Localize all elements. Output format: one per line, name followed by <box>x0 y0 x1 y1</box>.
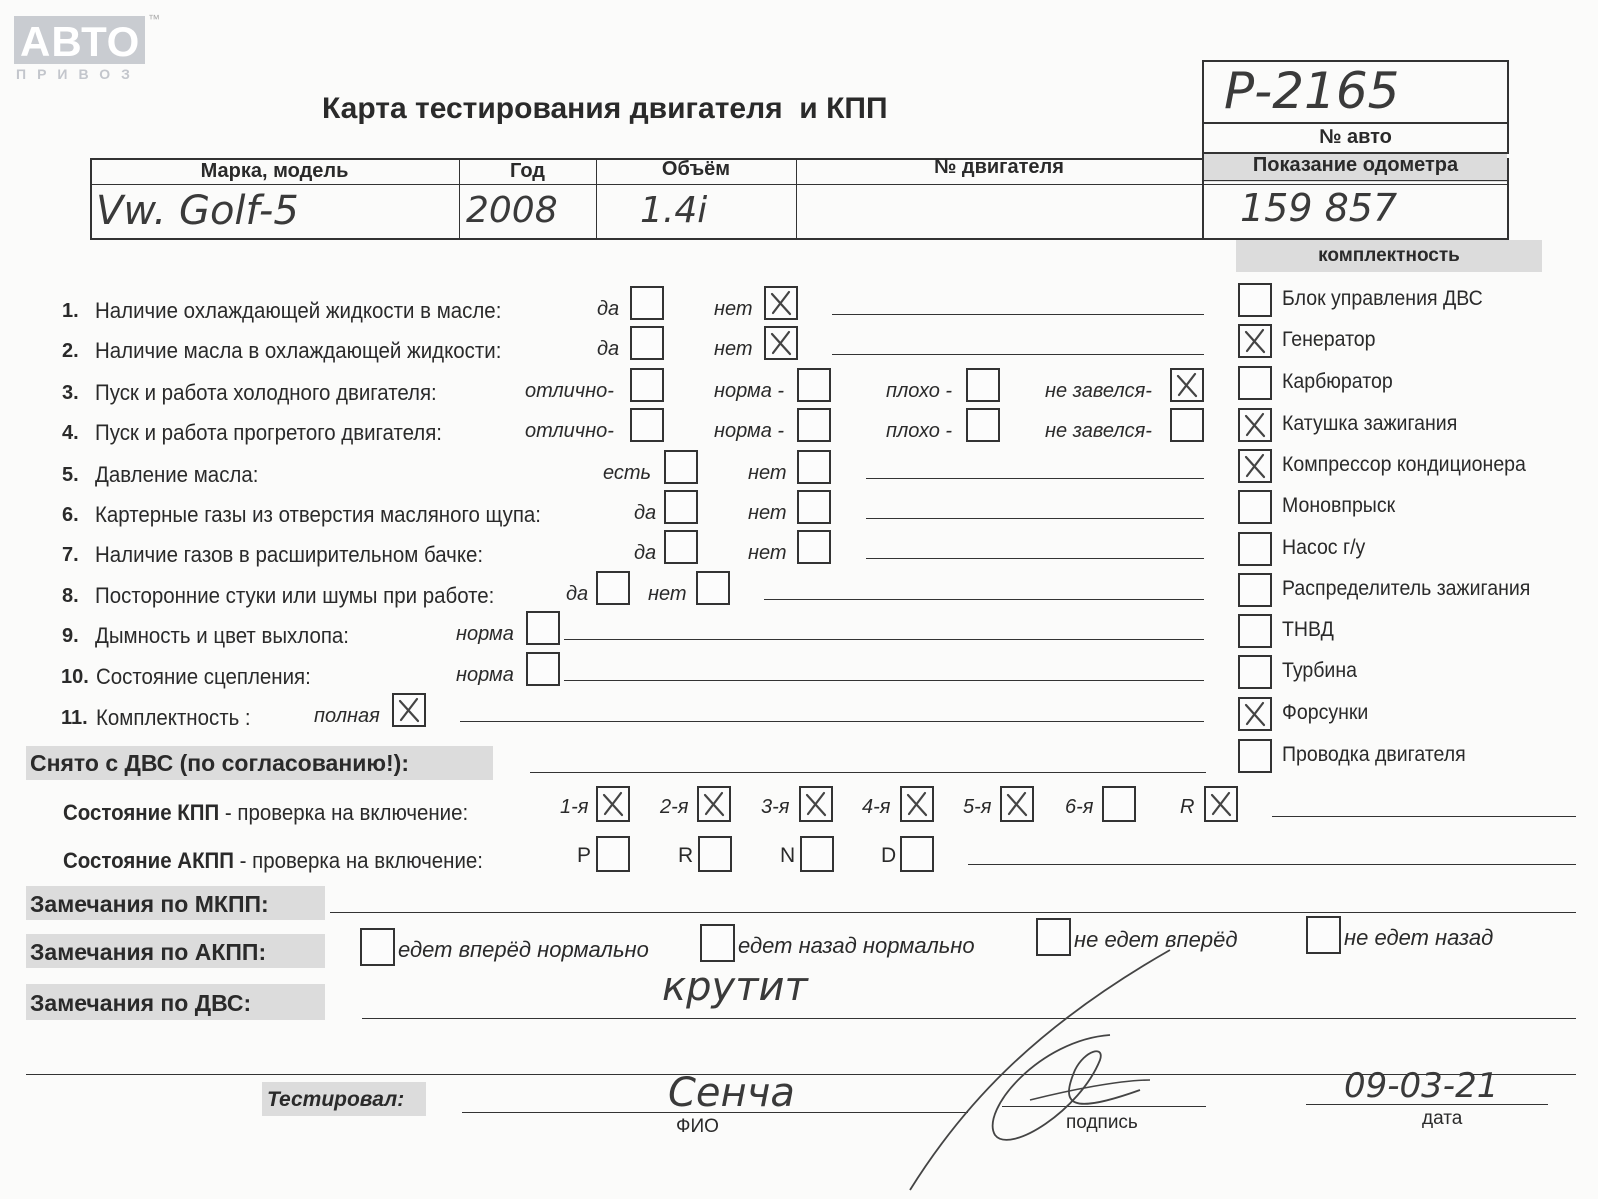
item-number: 1. <box>62 300 79 322</box>
item-option-label: не завелся- <box>1045 420 1152 442</box>
kit-item-label: Турбина <box>1282 659 1357 682</box>
item-option-checkbox[interactable] <box>664 490 698 524</box>
item-option-checkbox[interactable] <box>797 530 831 564</box>
item-text: Состояние сцепления: <box>96 664 311 689</box>
kit-item-label: Катушка зажигания <box>1282 412 1458 435</box>
item-option-checkbox[interactable] <box>526 652 560 686</box>
akpp-mode-checkbox[interactable] <box>596 836 630 872</box>
item-option-label: да <box>597 338 620 360</box>
akpp-mode-label: D <box>881 844 897 867</box>
kit-checkbox[interactable] <box>1238 283 1272 317</box>
kit-item-label: ТНВД <box>1282 618 1334 641</box>
item-option-checkbox[interactable] <box>764 286 798 320</box>
item-comment-line <box>460 721 1204 722</box>
item-number: 3. <box>62 382 79 404</box>
item-comment-line <box>764 599 1204 600</box>
item-number: 10. <box>61 666 89 688</box>
item-option-checkbox[interactable] <box>392 693 426 727</box>
item-option-label: норма <box>456 664 514 686</box>
stock-number-label: № авто <box>1319 126 1392 148</box>
akpp-remark-label: не едет назад <box>1344 925 1494 950</box>
gear-label: 5-я <box>963 796 992 818</box>
item-number: 4. <box>62 422 79 444</box>
kit-checkbox[interactable] <box>1238 573 1272 607</box>
item-option-label: нет <box>714 338 753 360</box>
item-comment-line <box>866 518 1204 519</box>
item-comment-line <box>866 558 1204 559</box>
gear-checkbox[interactable] <box>697 786 731 822</box>
akpp-mode-checkbox[interactable] <box>800 836 834 872</box>
item-option-label: не завелся- <box>1045 380 1152 402</box>
item-text: Дымность и цвет выхлопа: <box>95 623 349 648</box>
item-option-checkbox[interactable] <box>696 571 730 605</box>
item-option-label: нет <box>648 583 687 605</box>
akpp-mode-label: N <box>780 844 796 867</box>
item-option-label: да <box>634 542 657 564</box>
dvs-remarks-value: крутит <box>662 964 808 1010</box>
item-option-checkbox[interactable] <box>797 490 831 524</box>
item-option-checkbox[interactable] <box>596 571 630 605</box>
kit-item-label: Блок управления ДВС <box>1282 287 1483 310</box>
item-number: 9. <box>62 625 79 647</box>
item-option-label: норма <box>456 623 514 645</box>
item-option-checkbox[interactable] <box>526 611 560 645</box>
item-comment-line <box>564 680 1204 681</box>
item-option-checkbox[interactable] <box>630 286 664 320</box>
date-value: 09-03-21 <box>1344 1066 1499 1106</box>
gear-checkbox[interactable] <box>1102 786 1136 822</box>
gear-label: 4-я <box>862 796 891 818</box>
tester-name-value: Сенча <box>668 1070 795 1116</box>
page-title: Карта тестирования двигателя и КПП <box>322 92 888 125</box>
kit-checkbox[interactable] <box>1238 366 1272 400</box>
year-value: 2008 <box>466 190 558 231</box>
item-option-label: нет <box>714 298 753 320</box>
akpp-remark-checkbox[interactable] <box>700 924 735 962</box>
item-option-label: плохо - <box>886 420 953 442</box>
gear-checkbox[interactable] <box>900 786 934 822</box>
akpp-remark-checkbox[interactable] <box>360 928 395 966</box>
kit-checkbox[interactable] <box>1238 490 1272 524</box>
gear-label: 1-я <box>560 796 589 818</box>
akpp-remark-label: не едет вперёд <box>1074 927 1238 952</box>
item-option-label: нет <box>748 542 787 564</box>
akpp-remark-checkbox[interactable] <box>1306 916 1341 954</box>
item-text: Наличие охлаждающей жидкости в масле: <box>95 298 502 323</box>
akpp-mode-checkbox[interactable] <box>900 836 934 872</box>
item-option-label: нет <box>748 462 787 484</box>
item-option-checkbox[interactable] <box>630 368 664 402</box>
item-option-label: плохо - <box>886 380 953 402</box>
item-option-checkbox[interactable] <box>797 408 831 442</box>
kit-item-label: Моновпрыск <box>1282 494 1396 517</box>
akpp-mode-label: R <box>678 844 694 867</box>
kit-item-label: Насос г/у <box>1282 536 1366 559</box>
gear-label: R <box>1180 796 1195 818</box>
item-option-checkbox[interactable] <box>630 408 664 442</box>
item-option-label: отлично- <box>525 380 614 402</box>
akpp-remark-label: едет вперёд нормально <box>398 937 649 962</box>
gear-label: 6-я <box>1065 796 1094 818</box>
logo-text: АВТО <box>20 18 141 65</box>
brand-header: Марка, модель <box>200 160 349 182</box>
logo-tm: ™ <box>148 12 160 26</box>
item-option-checkbox[interactable] <box>630 326 664 360</box>
kit-checkbox[interactable] <box>1238 739 1272 773</box>
item-comment-line <box>832 354 1204 355</box>
gear-checkbox[interactable] <box>799 786 833 822</box>
name-caption: ФИО <box>676 1116 719 1137</box>
akpp-remarks-label: Замечания по АКПП: <box>30 939 267 965</box>
engine-number-header: № двигателя <box>934 156 1064 178</box>
kit-item-label: Распределитель зажигания <box>1282 577 1531 600</box>
removed-label: Снято с ДВС (по согласованию!): <box>30 750 409 776</box>
item-comment-line <box>564 639 1204 640</box>
akpp-remark-label: едет назад нормально <box>738 933 975 958</box>
kit-checkbox[interactable] <box>1238 697 1272 731</box>
odometer-header: Показание одометра <box>1252 154 1459 176</box>
item-text: Пуск и работа холодного двигателя: <box>95 380 437 405</box>
item-option-checkbox[interactable] <box>797 368 831 402</box>
kit-item-label: Проводка двигателя <box>1282 743 1466 766</box>
item-comment-line <box>866 478 1204 479</box>
kit-checkbox[interactable] <box>1238 324 1272 358</box>
gear-label: 2-я <box>660 796 689 818</box>
item-number: 8. <box>62 585 79 607</box>
item-number: 11. <box>61 707 88 729</box>
item-option-label: да <box>566 583 589 605</box>
item-option-label: норма - <box>714 380 785 402</box>
logo-subtext: ПРИВОЗ <box>16 66 141 82</box>
akpp-mode-checkbox[interactable] <box>698 836 732 872</box>
item-option-checkbox[interactable] <box>966 408 1000 442</box>
item-comment-line <box>832 314 1204 315</box>
akpp-label: Состояние АКПП - проверка на включение: <box>63 848 483 873</box>
year-header: Год <box>510 160 545 182</box>
item-option-checkbox[interactable] <box>664 450 698 484</box>
item-option-checkbox[interactable] <box>664 530 698 564</box>
gear-checkbox[interactable] <box>1000 786 1034 822</box>
kit-item-label: Форсунки <box>1282 701 1369 724</box>
item-option-checkbox[interactable] <box>966 368 1000 402</box>
gear-label: 3-я <box>761 796 790 818</box>
item-option-label: норма - <box>714 420 785 442</box>
gear-checkbox[interactable] <box>1204 786 1238 822</box>
item-text: Посторонние стуки или шумы при работе: <box>95 583 495 608</box>
kit-checkbox[interactable] <box>1238 532 1272 566</box>
mkpp-label: Состояние КПП - проверка на включение: <box>63 800 469 825</box>
volume-value: 1.4i <box>640 190 708 231</box>
stock-number-value: Р-2165 <box>1224 62 1400 120</box>
kit-checkbox[interactable] <box>1238 408 1272 442</box>
kit-checkbox[interactable] <box>1238 655 1272 689</box>
item-option-label: полная <box>314 705 380 727</box>
item-number: 7. <box>62 544 79 566</box>
item-text: Пуск и работа прогретого двигателя: <box>95 420 442 445</box>
item-option-label: отлично- <box>525 420 614 442</box>
volume-header: Объём <box>661 158 731 180</box>
gear-checkbox[interactable] <box>596 786 630 822</box>
kit-checkbox[interactable] <box>1238 614 1272 648</box>
item-option-label: нет <box>748 502 787 524</box>
date-caption: дата <box>1422 1108 1463 1129</box>
akpp-mode-label: P <box>577 844 592 867</box>
item-text: Наличие газов в расширительном бачке: <box>95 542 484 567</box>
item-number: 2. <box>62 340 79 362</box>
item-text: Комплектность : <box>96 705 251 730</box>
brand-value: Vw. Golf-5 <box>96 188 299 234</box>
dvs-remarks-label: Замечания по ДВС: <box>30 990 252 1016</box>
item-option-label: есть <box>603 462 652 484</box>
tested-by-label: Тестировал: <box>267 1088 405 1111</box>
item-option-label: да <box>634 502 657 524</box>
logo <box>14 12 160 82</box>
kit-item-label: Карбюратор <box>1282 370 1393 393</box>
item-option-label: да <box>597 298 620 320</box>
item-text: Наличие масла в охлаждающей жидкости: <box>95 338 502 363</box>
item-number: 5. <box>62 464 79 486</box>
item-option-checkbox[interactable] <box>1170 408 1204 442</box>
item-text: Давление масла: <box>95 462 259 487</box>
item-number: 6. <box>62 504 79 526</box>
kit-item-label: Генератор <box>1282 328 1376 351</box>
item-option-checkbox[interactable] <box>797 450 831 484</box>
kit-title: комплектность <box>1318 245 1460 266</box>
signature-drawing <box>880 940 1200 1199</box>
kit-checkbox[interactable] <box>1238 449 1272 483</box>
item-text: Картерные газы из отверстия масляного щупа: <box>95 502 542 527</box>
kit-item-label: Компрессор кондиционера <box>1282 453 1526 476</box>
odometer-value: 159 857 <box>1240 186 1398 230</box>
signature-caption: подпись <box>1066 1112 1138 1133</box>
item-option-checkbox[interactable] <box>764 326 798 360</box>
mkpp-remarks-label: Замечания по МКПП: <box>30 891 269 917</box>
item-option-checkbox[interactable] <box>1170 368 1204 402</box>
